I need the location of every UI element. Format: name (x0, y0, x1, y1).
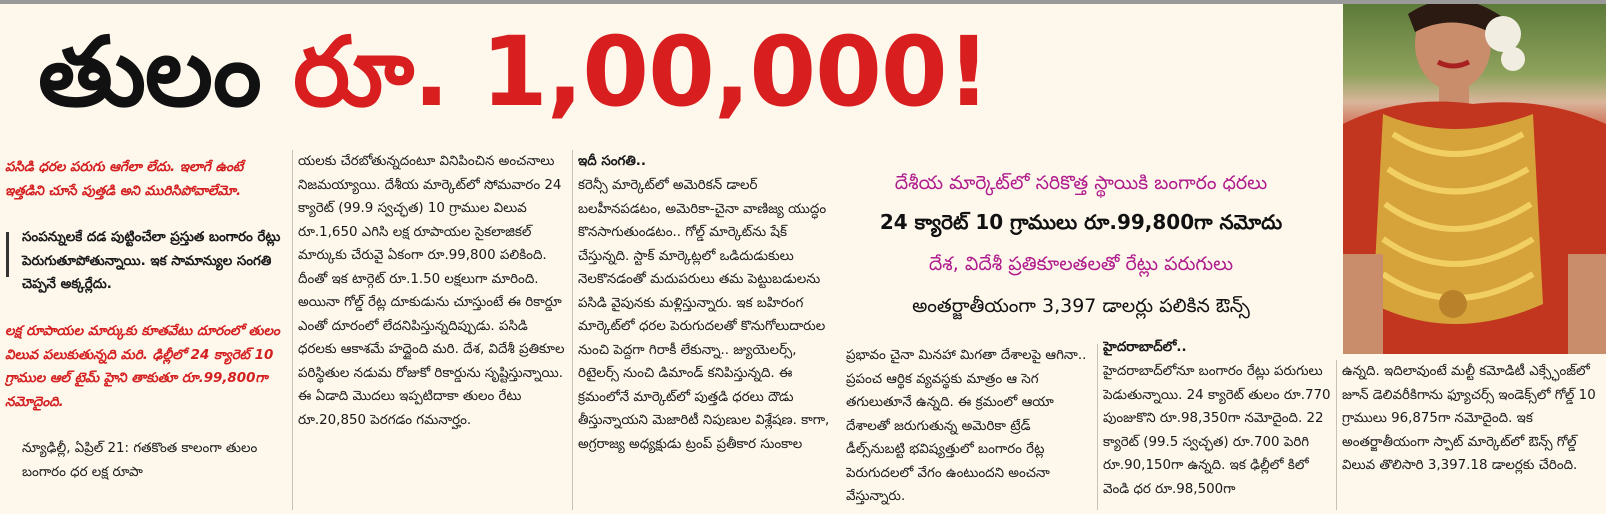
quote-bar (6, 232, 9, 277)
subhead-4: అంతర్జాతీయంగా 3,397 డాలర్లు పలికిన ఔన్స్ (912, 295, 1250, 317)
column-divider (1336, 360, 1337, 510)
bride-gold-jewellery-photo (1343, 4, 1606, 354)
column-5-body: హైదరాబాద్‌లోనూ బంగారం రేట్లు పరుగులు పెడుతున్నాయి. 24 క్యారెట్ తులం రూ.770 పుంజుకొని రూ.98,350గా నమోదైంది. 22 క్యారెట్ (99.5 స్వచ్ఛత) రూ.700 పెరిగి రూ.90,150గా ఉన్నది. ఇక ఢిల్లీలో కిలో వెండి ధర రూ.98,500గా (1103, 364, 1331, 497)
subhead-2: 24 క్యారెట్ 10 గ్రాములు రూ.99,800గా నమోదు (879, 210, 1283, 234)
headline (38, 8, 1328, 136)
column-4-body: ప్రభావం చైనా మినహా మిగతా దేశాలపై ఆగినా.. ప్రపంచ ఆర్థిక వ్యవస్థకు మాత్రం ఆ సెగ తగులుతూనే ఉన్నది. ఈ క్రమంలో ఆయా దేశాలతో జరుగుతున్న అమెరికా ట్రేడ్ డీల్స్‌నుబట్టి భవిష్యత్తులో బంగారం రేట్ల పెరుగుదలలో వేగం ఉంటుందని అంచనా వేస్తున్నారు. (846, 348, 1087, 504)
column-divider (1097, 344, 1098, 510)
column-5-heading: హైదరాబాద్‌లో.. (1103, 340, 1187, 355)
intro-red-text-2: లక్ష రూపాయల మార్కుకు కూతవేటు దూరంలో తులం విలువ పలుకుతున్నది మరి. ఢిల్లీలో 24 క్యారెట్ 10 గ్రాముల ఆల్ టైమ్ హైని తాకుతూ రూ.99,800గా నమోదైంది. (5, 324, 280, 410)
headline-part-1: తులం (38, 16, 261, 128)
column-3-heading: ఇదీ సంగతి.. (578, 154, 646, 169)
headline-part-2: రూ. 1,00,000! (293, 16, 990, 128)
column-divider (572, 150, 573, 510)
intro-red-text: పసిడి ధరల పరుగు ఆగేలా లేదు. ఇలాగే ఉంటే ఇత్తడిని చూసే పుత్తడి అని మురిసిపోవాలేమో. (5, 160, 244, 199)
column-6-body: ఉన్నది. ఇదిలావుంటే మల్టీ కమోడిటీ ఎక్స్ఛేంజ్‌లో జూన్ డెలివరీకిగాను ఫ్యూచర్స్ ఇండెక్స్‌లో గోల్డ్ 10 గ్రాములు 96,875గా నమోదైంది. ఇక అంతర్జాతీయంగా స్పాట్ మార్కెట్‌లో ఔన్స్ గోల్డ్ విలువ తొలిసారి 3,397.18 డాలర్లకు చేరింది. (1342, 364, 1596, 473)
pull-quote: సంపన్నులకే దడ పుట్టించేలా ప్రస్తుత బంగారం రేట్లు పెరుగుతూపోతున్నాయి. ఇక సామాన్యుల సంగతి చెప్పనే అక్కర్లేదు. (22, 230, 281, 292)
column-divider (292, 150, 293, 510)
subhead-3: దేశ, విదేశీ ప్రతికూలతలతో రేట్లు పరుగులు (928, 253, 1234, 275)
subheads (836, 166, 1326, 328)
subhead-1: దేశీయ మార్కెట్‌లో సరికొత్త స్థాయికి బంగారం ధరలు (894, 172, 1268, 194)
column-1-body: న్యూఢిల్లీ, ఏప్రిల్ 21: గతకొంత కాలంగా తులం బంగారం ధర లక్ష రూపా (22, 441, 258, 480)
column-2-body: యలకు చేరబోతున్నదంటూ వినిపించిన అంచనాలు నిజమయ్యాయి. దేశీయ మార్కెట్‌లో సోమవారం 24 క్యారెట్ (99.9 స్వచ్ఛత) 10 గ్రాముల విలువ రూ.1,650 ఎగిసి లక్ష రూపాయల సైకలాజికల్ మార్కుకు చేరువై ఏకంగా రూ.99,800 పలికింది. దీంతో ఇక టార్గెట్ రూ.1.50 లక్షలుగా మారింది. అయినా గోల్డ్ రేట్ల దూకుడును చూస్తుంటే ఈ రికార్డూ ఎంతో దూరంలో లేదనిపిస్తున్నదిప్పుడు. పసిడి ధరలకు ఆకాశమే హద్దైంది మరి. దేశ, విదేశీ ప్రతికూల పరిస్థితుల నడుమ రోజుకో రికార్డును సృష్టిస్తున్నాయి. ఈ ఏడాది మొదలు ఇప్పటిదాకా తులం రేటు రూ.20,850 పెరగడం గమనార్హం. (298, 154, 565, 428)
column-3-body: కరెన్సీ మార్కెట్‌లో అమెరికన్ డాలర్ బలహీనపడటం, అమెరికా-చైనా వాణిజ్య యుద్ధం కొనసాగుతుండటం.. గోల్డ్ మార్కెట్‌ను షేక్ చేస్తున్నది. స్టాక్ మార్కెట్లలో ఒడిదుడుకులు నెలకొనడంతో మదుపరులు తమ పెట్టుబడులను పసిడి వైపునకు మళ్లిస్తున్నారు. ఇక బహిరంగ మార్కెట్‌లో ధరల పెరుగుదలతో కొనుగోలుదారుల నుంచి పెద్దగా గిరాకీ లేకున్నా.. జ్యుయెలర్స్, రిటైలర్స్ నుంచి డిమాండ్ కనిపిస్తున్నది. ఈ క్రమంలోనే మార్కెట్‌లో పుత్తడి ధరలు దౌడు తీస్తున్నాయని మెజారిటీ నిపుణుల విశ్లేషణ. కాగా, అగ్రరాజ్య అధ్యక్షుడు ట్రంప్ ప్రతీకార సుంకాల (578, 178, 830, 452)
